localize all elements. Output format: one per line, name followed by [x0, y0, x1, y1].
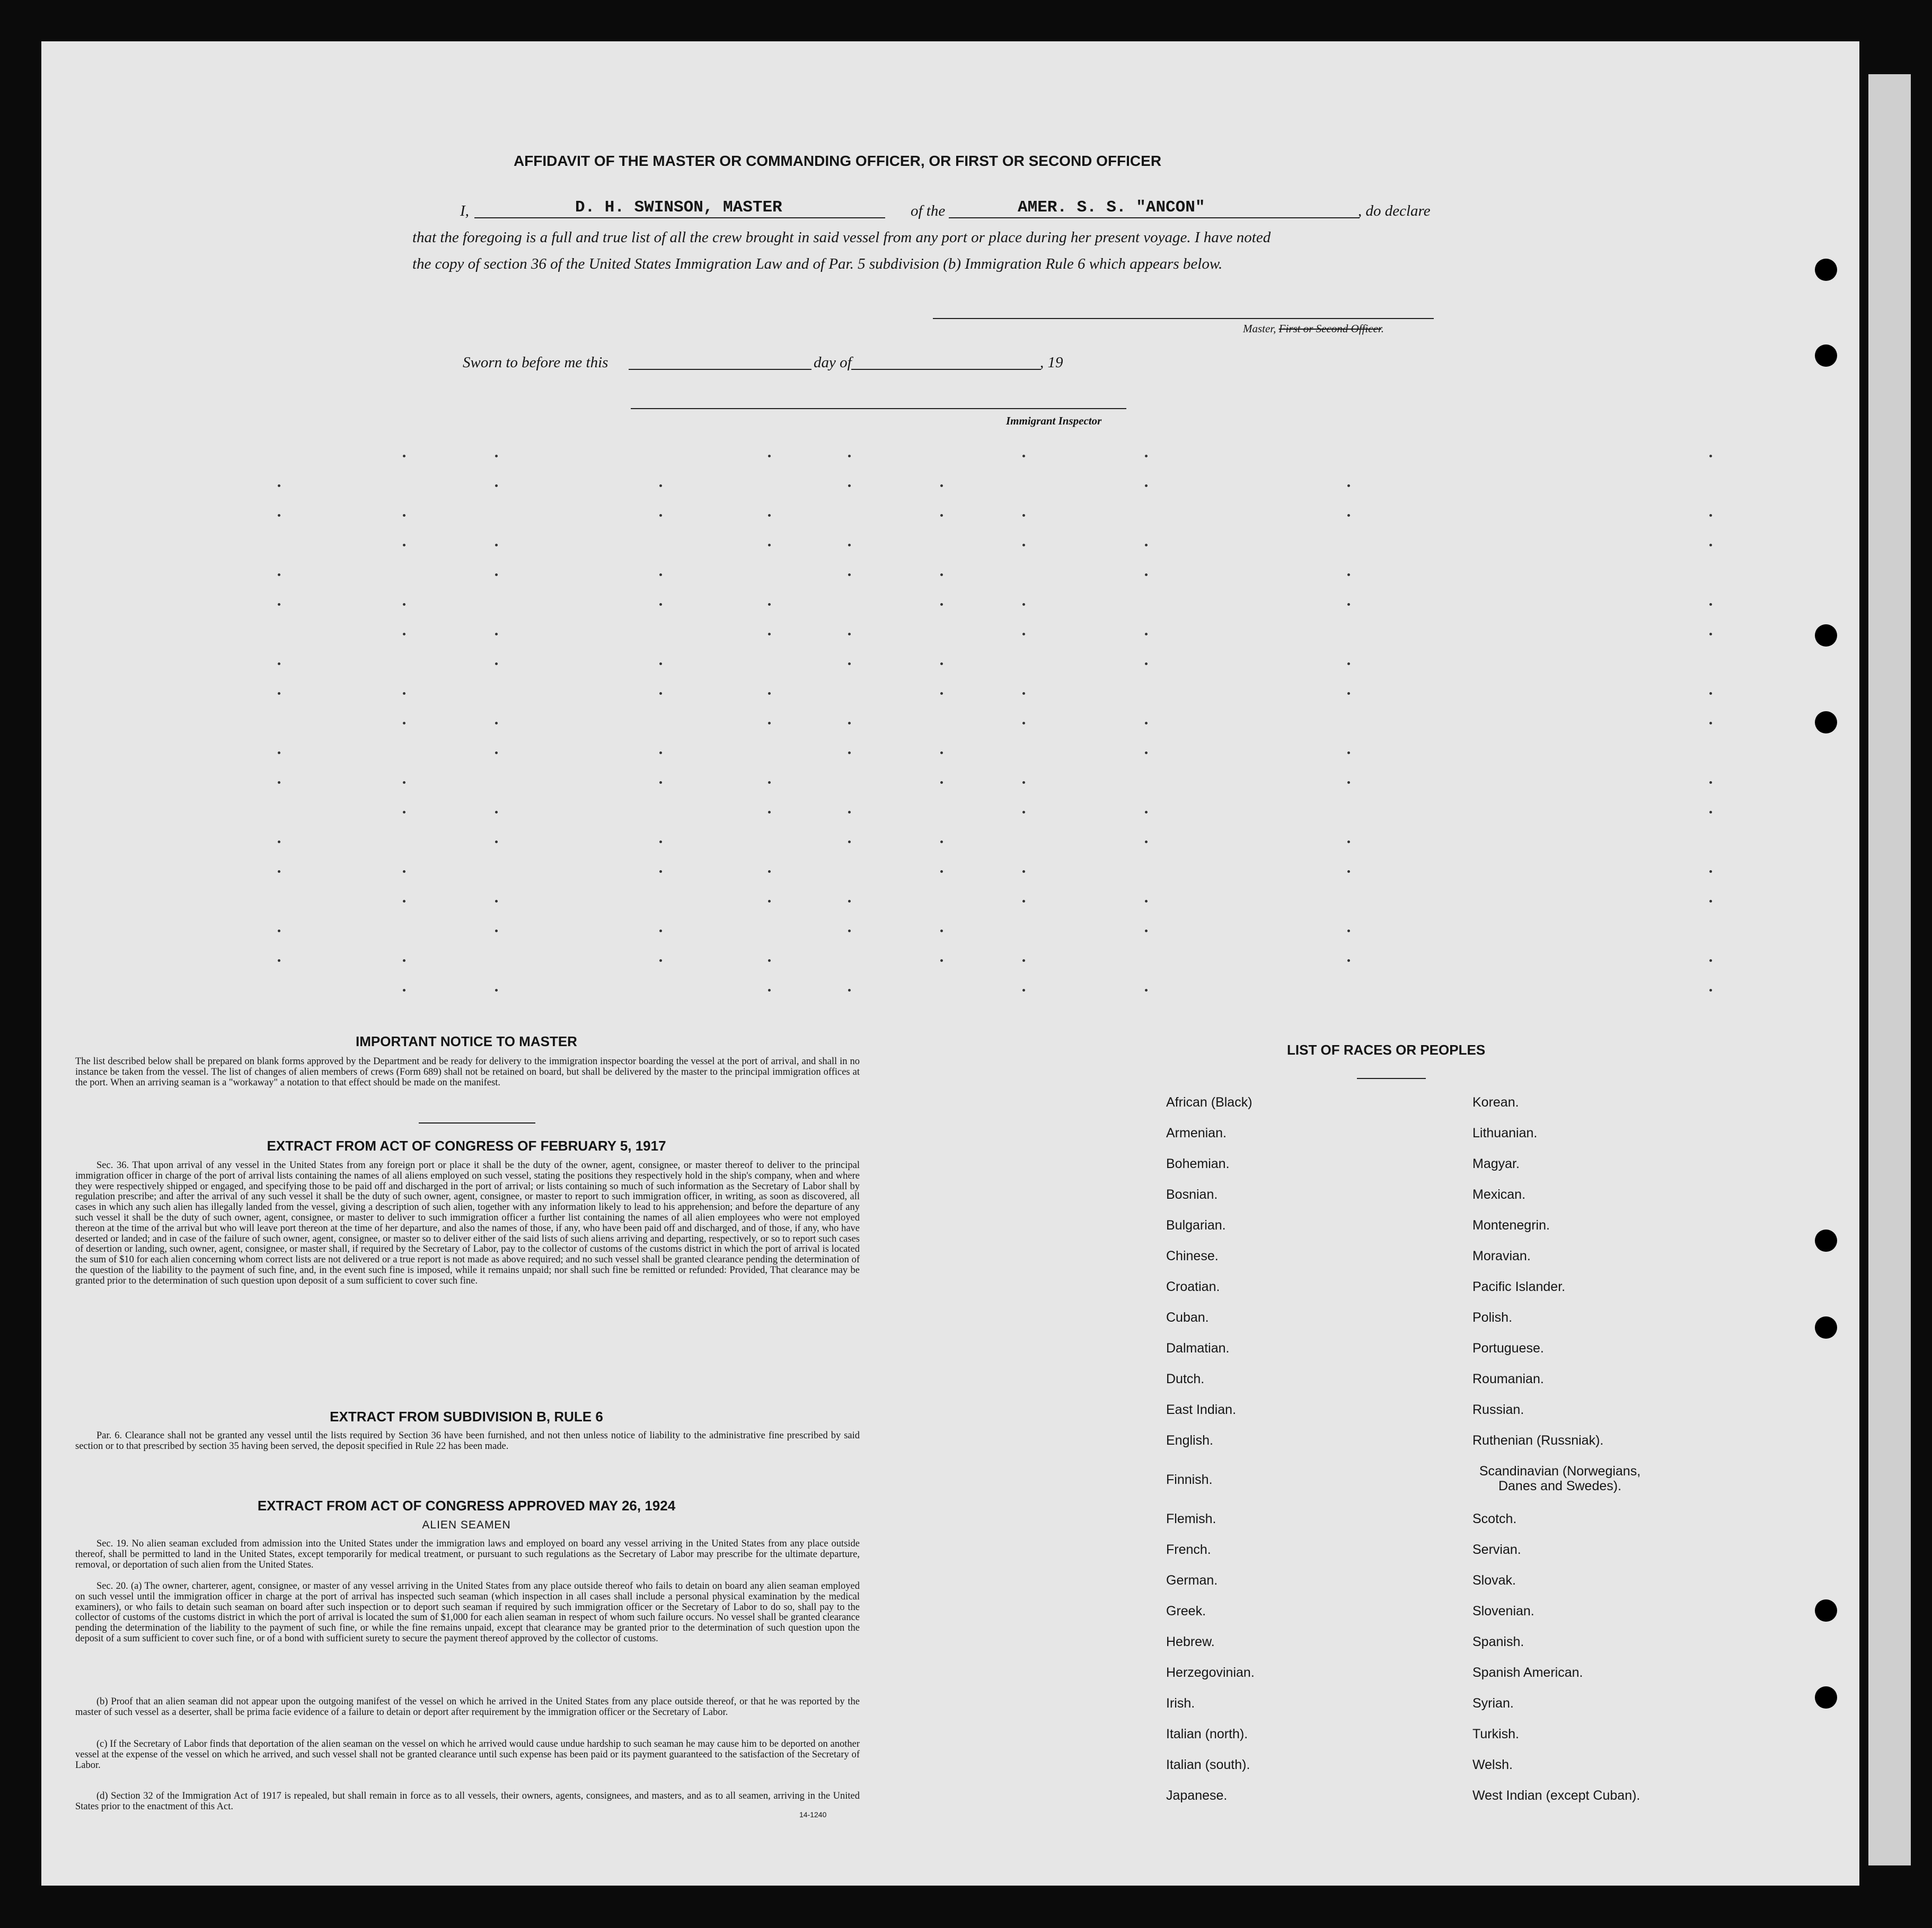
bleed-dot — [940, 870, 943, 873]
bleed-dot — [768, 811, 771, 813]
race-item: Polish. — [1472, 1310, 1513, 1325]
race-item: German. — [1166, 1573, 1218, 1588]
bleed-dot — [1347, 573, 1350, 576]
bleed-dot — [403, 692, 405, 695]
race-item: Moravian. — [1472, 1249, 1531, 1263]
bleed-dot — [1022, 722, 1025, 724]
race-item: West Indian (except Cuban). — [1472, 1788, 1640, 1803]
bleed-dot — [495, 751, 498, 754]
year-label: , 19 — [1040, 354, 1063, 371]
bleed-dot — [1347, 603, 1350, 606]
bleed-dot — [403, 633, 405, 635]
bleed-dot — [848, 989, 851, 992]
notice-heading: IMPORTANT NOTICE TO MASTER — [356, 1033, 577, 1049]
bleed-dot — [848, 900, 851, 903]
race-item: Chinese. — [1166, 1249, 1219, 1263]
affidavit-line-3: the copy of section 36 of the United States Immigration Law and of Par. 5 subdivision (b) Immigration Rule 6 which appears below. — [412, 255, 1223, 272]
sec20a-text: Sec. 20. (a) The owner, charterer, agent, consignee, or master of any vessel arriving in the United States from any place outside thereof who fails to detain on board any alien seaman employed on such vessel until the immigration officer in charge at the port of arrival has inspected such seaman (which inspection in all cases shall include a personal physical examination by the medical examiners), or who fails to detain such seaman on board after such inspection or to deport such seaman if required by such immigration officer or the Secretary of Labor to do so, shall pay to the collector of customs of the customs district in which the port of arrival is located the sum of $1,000 for each alien seaman in respect of whom such failure occurs. No vessel shall be granted clearance pending the determination of the liability to the payment of such fine, or while the fine remains unpaid, except that clearance may be granted prior to the determination of such question upon the deposit of a sum sufficient to cover such fine, or of a bond with sufficient surety to secure the payment thereof approved by the collector of customs. — [75, 1581, 860, 1644]
bleed-dot — [1022, 959, 1025, 962]
race-item: Finnish. — [1166, 1472, 1213, 1487]
race-item: Syrian. — [1472, 1696, 1514, 1711]
bleed-dot — [1709, 544, 1712, 546]
bleed-dot — [1022, 455, 1025, 457]
race-item: Greek. — [1166, 1604, 1206, 1619]
race-item: French. — [1166, 1542, 1211, 1557]
struck-officer-label: First or Second Officer — [1278, 322, 1381, 335]
bleed-dot — [768, 959, 771, 962]
bleed-dot — [403, 514, 405, 517]
bleed-dot — [278, 603, 280, 606]
bleed-dot — [278, 692, 280, 695]
bleed-dot — [1709, 989, 1712, 992]
bleed-dot — [278, 662, 280, 665]
race-item: East Indian. — [1166, 1402, 1237, 1417]
bleed-dot — [1022, 900, 1025, 903]
bleed-dot — [1145, 900, 1148, 903]
bleed-dot — [495, 573, 498, 576]
bleed-dot — [1145, 722, 1148, 724]
race-item: Portuguese. — [1472, 1341, 1544, 1356]
bleed-dot — [403, 455, 405, 457]
bleed-dot — [1022, 514, 1025, 517]
sworn-day-line — [629, 369, 811, 370]
bleed-dot — [1145, 751, 1148, 754]
race-item: Armenian. — [1166, 1126, 1227, 1140]
bleed-dot — [1022, 870, 1025, 873]
bleed-dot — [1145, 573, 1148, 576]
race-item: Japanese. — [1166, 1788, 1228, 1803]
rule6-heading: EXTRACT FROM SUBDIVISION B, RULE 6 — [330, 1409, 603, 1425]
race-item: Bohemian. — [1166, 1156, 1230, 1171]
sworn-month-line — [851, 369, 1041, 370]
race-item: Hebrew. — [1166, 1634, 1215, 1649]
master-name: D. H. SWINSON, MASTER — [575, 198, 782, 217]
rule6-text: Par. 6. Clearance shall not be granted any vessel until the lists required by Section 36 have been furnished, and not then unless notice of liability to the administrative fine prescribed by said section or to that prescribed by section 35 having been served, the deposit specified in Rule 22 has been made. — [75, 1430, 860, 1452]
bleed-dot — [848, 573, 851, 576]
binder-hole — [1815, 259, 1837, 281]
bleed-dot — [1022, 692, 1025, 695]
bleed-dot — [1709, 959, 1712, 962]
bleed-dot — [403, 870, 405, 873]
binder-hole — [1815, 1230, 1837, 1252]
race-item: Spanish American. — [1472, 1665, 1583, 1680]
races-heading: LIST OF RACES OR PEOPLES — [1287, 1042, 1486, 1058]
race-item: Welsh. — [1472, 1757, 1513, 1772]
affidavit-line-2: that the foregoing is a full and true list of all the crew brought in said vessel from any port or place during her present voyage. I have noted — [412, 229, 1271, 246]
bleed-dot — [278, 573, 280, 576]
bleed-dot — [1145, 989, 1148, 992]
race-item: African (Black) — [1166, 1095, 1252, 1110]
race-item: Dutch. — [1166, 1372, 1205, 1386]
bleed-dot — [940, 959, 943, 962]
bleed-dot — [495, 841, 498, 843]
page-edge-strip — [1868, 74, 1911, 1865]
bleed-dot — [1022, 781, 1025, 784]
form-number: 14-1240 — [799, 1810, 827, 1819]
bleed-dot — [768, 900, 771, 903]
day-of-label: day of — [814, 354, 852, 371]
bleed-dot — [768, 633, 771, 635]
notice-divider — [419, 1122, 535, 1124]
bleed-dot — [659, 841, 662, 843]
race-item: Montenegrin. — [1472, 1218, 1550, 1233]
bleed-dot — [1145, 662, 1148, 665]
race-item: Irish. — [1166, 1696, 1195, 1711]
race-item: Bosnian. — [1166, 1187, 1218, 1202]
bleed-dot — [278, 870, 280, 873]
bleed-dot — [659, 930, 662, 932]
race-item: Mexican. — [1472, 1187, 1526, 1202]
race-item: Russian. — [1472, 1402, 1524, 1417]
bleed-dot — [1347, 692, 1350, 695]
sworn-label: Sworn to before me this — [463, 354, 608, 371]
binder-hole — [1815, 1686, 1837, 1709]
bleed-dot — [659, 662, 662, 665]
bleed-dot — [848, 811, 851, 813]
bleed-dot — [1145, 930, 1148, 932]
bleed-dot — [495, 811, 498, 813]
bleed-dot — [1022, 633, 1025, 635]
bleed-dot — [940, 662, 943, 665]
bleed-dot — [1709, 514, 1712, 517]
race-item: Magyar. — [1472, 1156, 1520, 1171]
bleed-dot — [1347, 751, 1350, 754]
race-item: Scotch. — [1472, 1511, 1517, 1526]
race-item: Turkish. — [1472, 1727, 1519, 1741]
binder-hole — [1815, 624, 1837, 647]
race-item: Spanish. — [1472, 1634, 1524, 1649]
i-label: I, — [460, 202, 469, 219]
bleed-dot — [768, 544, 771, 546]
bleed-dot — [848, 841, 851, 843]
bleed-dot — [1709, 900, 1712, 903]
inspector-line — [631, 408, 1126, 409]
bleed-dot — [278, 781, 280, 784]
sec20c-text: (c) If the Secretary of Labor finds that deportation of the alien seaman on the vessel on which he arrived would cause undue hardship to such seaman he may cause him to be deported on another vessel at the expense of the vessel on which he arrived, and such vessel shall not be granted clearance until such expense has been paid or its payment guaranteed to the satisfaction of the Secretary of Labor. — [75, 1739, 860, 1771]
bleed-dot — [659, 484, 662, 487]
bleed-dot — [1347, 959, 1350, 962]
bleed-dot — [495, 900, 498, 903]
bleed-dot — [1145, 484, 1148, 487]
race-item: Slovenian. — [1472, 1604, 1534, 1619]
race-item: Flemish. — [1166, 1511, 1216, 1526]
race-item: Servian. — [1472, 1542, 1521, 1557]
bleed-dot — [1022, 603, 1025, 606]
bleed-dot — [768, 722, 771, 724]
bleed-dot — [403, 989, 405, 992]
race-item: Croatian. — [1166, 1279, 1220, 1294]
bleed-dot — [659, 870, 662, 873]
bleed-dot — [768, 989, 771, 992]
bleed-dot — [848, 544, 851, 546]
bleed-dot — [403, 544, 405, 546]
bleed-dot — [495, 930, 498, 932]
bleed-dot — [659, 781, 662, 784]
bleed-dot — [278, 751, 280, 754]
bleed-dot — [278, 484, 280, 487]
binder-hole — [1815, 711, 1837, 733]
binder-hole — [1815, 1316, 1837, 1339]
bleed-dot — [403, 900, 405, 903]
bleed-dot — [659, 751, 662, 754]
bleed-dot — [278, 841, 280, 843]
race-item: Cuban. — [1166, 1310, 1209, 1325]
name-line — [474, 217, 885, 218]
bleed-dot — [1347, 514, 1350, 517]
bleed-dot — [1709, 722, 1712, 724]
bleed-dot — [1022, 544, 1025, 546]
bleed-dot — [1145, 544, 1148, 546]
vessel-name: AMER. S. S. "ANCON" — [1018, 198, 1205, 217]
bleed-dot — [940, 514, 943, 517]
bleed-dot — [1022, 811, 1025, 813]
bleed-dot — [1347, 930, 1350, 932]
bleed-dot — [659, 514, 662, 517]
bleed-dot — [403, 811, 405, 813]
bleed-dot — [403, 781, 405, 784]
race-item: Korean. — [1472, 1095, 1519, 1110]
bleed-dot — [278, 930, 280, 932]
inspector-label: Immigrant Inspector — [1006, 414, 1102, 427]
binder-hole — [1815, 344, 1837, 367]
bleed-dot — [1145, 811, 1148, 813]
bleed-dot — [940, 841, 943, 843]
bleed-dot — [495, 662, 498, 665]
extract-1924-heading: EXTRACT FROM ACT OF CONGRESS APPROVED MAY 26, 1924 — [257, 1498, 676, 1514]
bleed-dot — [848, 633, 851, 635]
bleed-dot — [768, 870, 771, 873]
sec19-text: Sec. 19. No alien seaman excluded from admission into the United States under the immigration laws and employed on board any vessel arriving in the United States from any place outside thereof, shall be permitted to land in the United States, except temporarily for medical treatment, or pursuant to such regulations as the Secretary of Labor may prescribe for the ultimate departure, removal, or deportation of such alien from the United States. — [75, 1538, 860, 1570]
extract-1917-heading: EXTRACT FROM ACT OF CONGRESS OF FEBRUARY 5, 1917 — [267, 1138, 666, 1154]
race-item: Italian (south). — [1166, 1757, 1250, 1772]
race-item: Bulgarian. — [1166, 1218, 1226, 1233]
race-item: Ruthenian (Russniak). — [1472, 1433, 1604, 1448]
race-item: Lithuanian. — [1472, 1126, 1538, 1140]
bleed-dot — [495, 544, 498, 546]
bleed-dot — [1709, 811, 1712, 813]
bleed-dot — [848, 455, 851, 457]
race-item: Herzegovinian. — [1166, 1665, 1255, 1680]
bleed-dot — [1347, 781, 1350, 784]
bleed-dot — [848, 722, 851, 724]
race-item: Pacific Islander. — [1472, 1279, 1566, 1294]
bleed-dot — [940, 692, 943, 695]
master-label: Master, — [1243, 322, 1276, 335]
bleed-dot — [659, 573, 662, 576]
race-item: Italian (north). — [1166, 1727, 1248, 1741]
extract-1917-text: Sec. 36. That upon arrival of any vessel in the United States from any foreign port or place it shall be the duty of the owner, agent, consignee, or master thereof to deliver to the principal immigration officer in charge of the port of arrival lists containing the names of all aliens employed on such vessel, stating the positions they respectively hold in the ship's company, when and where they were respectively shipped or engaged, and specifying those to be paid off and discharged in the port of arrival; or lists containing so much of such information as the Secretary of Labor shall by regulation prescribe; and after the arrival of any such vessel it shall be the duty of such owner, agent, consignee, or master to report to such immigration officer, in writing, as soon as discovered, all cases in which any such alien has illegally landed from the vessel, giving a description of such alien, together with any information likely to lead to his apprehension; and before the departure of any such vessel it shall be the duty of such owner, agent, consignee, or master to deliver to such immigration officer a further list containing the names of all alien employees who were not employed thereon at the time of the arrival but who will leave port thereon at the time of her departure, and also the names of those, if any, who have been paid off and discharged, and of those, if any, who have deserted or landed; and in case of the failure of such owner, agent, consignee, or master so to deliver either of the said lists of such aliens arriving and departing, respectively, or so to report such cases of desertion or landing, such owner, agent, consignee, or master shall, if required by the Secretary of Labor, pay to the collector of customs of the customs district in which the port of arrival is located the sum of $10 for each alien concerning whom correct lists are not delivered or a true report is not made as above required; and no such vessel shall be granted clearance pending the determination of the question of the liability to the payment of such fine, and, in the event such fine is imposed, while it remains unpaid; nor shall such fine be remitted or refunded: Provided, That clearance may be granted prior to the determination of such question upon deposit of a sum sufficient to cover such fine. — [75, 1160, 860, 1286]
race-item: Slovak. — [1472, 1573, 1516, 1588]
signature-caption: Master, First or Second Officer. — [1243, 322, 1384, 335]
bleed-dot — [940, 751, 943, 754]
bleed-dot — [659, 959, 662, 962]
bleed-dot — [940, 484, 943, 487]
bleed-dot — [768, 455, 771, 457]
bleed-dot — [768, 603, 771, 606]
bleed-dot — [659, 603, 662, 606]
race-item: Scandinavian (Norwegians, Danes and Swedes). — [1479, 1464, 1641, 1493]
bleed-dot — [768, 692, 771, 695]
bleed-dot — [495, 633, 498, 635]
bleed-dot — [403, 959, 405, 962]
notice-text: The list described below shall be prepared on blank forms approved by the Department and be ready for delivery to the immigration inspector boarding the vessel at the port of arrival, and shall in no instance be taken from the vessel. The list of changes of alien members of crews (Form 689) shall not be retained on board, but shall be delivered by the master to the principal immigration offices at the port. When an arriving seaman is a "workaway" a notation to that effect should be made on the manifest. — [75, 1056, 860, 1088]
races-divider — [1357, 1078, 1426, 1079]
binder-hole — [1815, 1599, 1837, 1622]
vessel-line — [949, 217, 1360, 218]
race-item: English. — [1166, 1433, 1213, 1448]
declare-label: , do declare — [1358, 202, 1431, 219]
bleed-dot — [1709, 455, 1712, 457]
bleed-dot — [495, 989, 498, 992]
bleed-dot — [940, 573, 943, 576]
bleed-dot — [848, 662, 851, 665]
bleed-dot — [1022, 989, 1025, 992]
of-the-label: of the — [911, 202, 946, 219]
bleed-dot — [1145, 841, 1148, 843]
bleed-dot — [940, 781, 943, 784]
bleed-dot — [403, 722, 405, 724]
race-item: Roumanian. — [1472, 1372, 1544, 1386]
bleed-dot — [403, 603, 405, 606]
sec20d-text: (d) Section 32 of the Immigration Act of 1917 is repealed, but shall remain in force as to all vessels, their owners, agents, consignees, and masters, and as to all seamen, arriving in the United States prior to the enactment of this Act. — [75, 1791, 860, 1812]
bleed-dot — [1347, 841, 1350, 843]
bleed-dot — [1145, 455, 1148, 457]
extract-1924-subheading: ALIEN SEAMEN — [422, 1519, 511, 1531]
bleed-dot — [848, 930, 851, 932]
sec20b-text: (b) Proof that an alien seaman did not appear upon the outgoing manifest of the vessel on which he arrived in the United States from any place outside thereof, or that he was reported by the master of such vessel as a deserter, shall be prima facie evidence of a failure to detain or deport after requirement by the immigration officer or the Secretary of Labor. — [75, 1696, 860, 1718]
bleed-dot — [768, 781, 771, 784]
bleed-dot — [495, 484, 498, 487]
bleed-dot — [1709, 692, 1712, 695]
bleed-dot — [848, 751, 851, 754]
bleed-dot — [1145, 633, 1148, 635]
bleed-dot — [659, 692, 662, 695]
bleed-dot — [768, 514, 771, 517]
bleed-dot — [278, 514, 280, 517]
signature-line — [933, 318, 1434, 319]
bleed-dot — [1709, 870, 1712, 873]
bleed-dot — [1347, 870, 1350, 873]
race-item: Dalmatian. — [1166, 1341, 1230, 1356]
bleed-dot — [495, 455, 498, 457]
bleed-dot — [848, 484, 851, 487]
bleed-dot — [1709, 781, 1712, 784]
bleed-dot — [1709, 603, 1712, 606]
bleed-dot — [1347, 484, 1350, 487]
bleed-dot — [940, 930, 943, 932]
bleed-dot — [1709, 633, 1712, 635]
bleed-dot — [495, 722, 498, 724]
bleed-dot — [278, 959, 280, 962]
bleed-dot — [1347, 662, 1350, 665]
bleed-dot — [940, 603, 943, 606]
affidavit-title: AFFIDAVIT OF THE MASTER OR COMMANDING OFFICER, OR FIRST OR SECOND OFFICER — [513, 153, 1162, 169]
